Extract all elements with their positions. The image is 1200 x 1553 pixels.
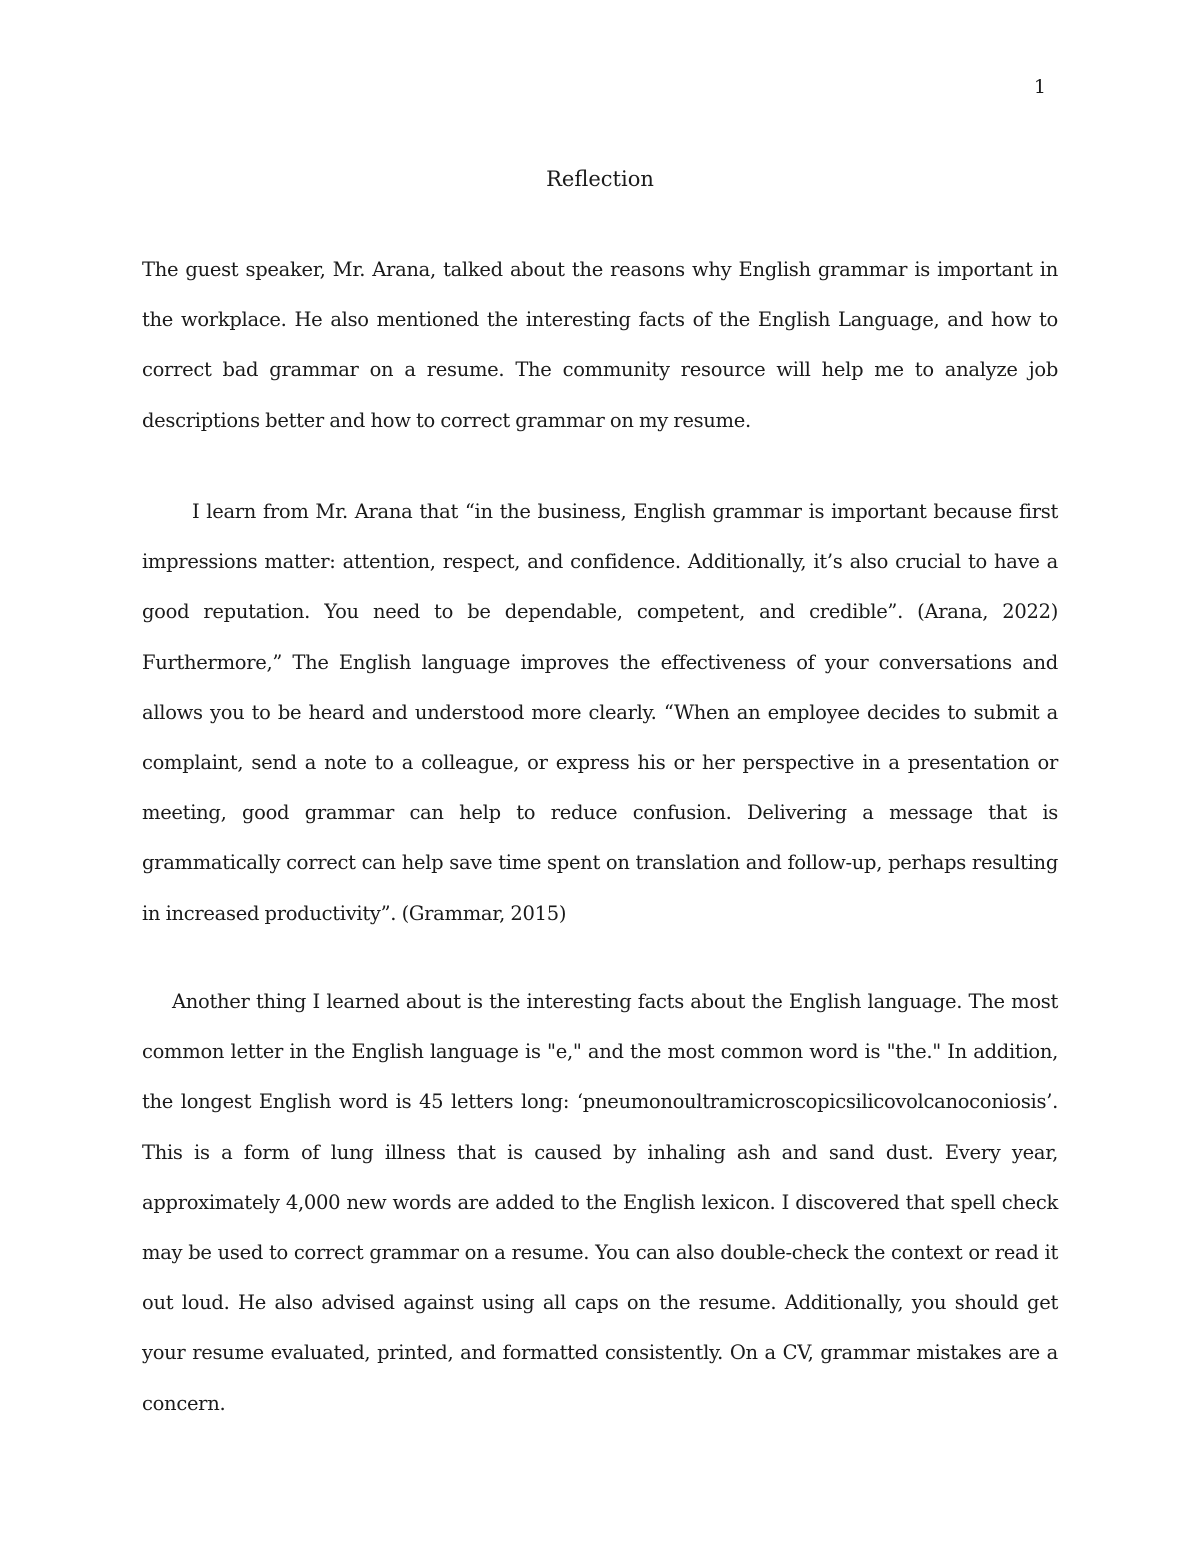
- paragraph-1: The guest speaker, Mr. Arana, talked about the reasons why English grammar is important in the workplace. He also mentioned the interesting facts of the English Language, and how to correct bad grammar on a resume. The community resource will help me to analyze job descriptions better and how to correct grammar on my resume.: [142, 258, 1058, 432]
- page-number: 1: [1033, 76, 1046, 98]
- document-title: Reflection: [546, 167, 654, 191]
- paragraph-2: I learn from Mr. Arana that “in the business, English grammar is important because first impressions matter: attention, respect, and confidence. Additionally, it’s also crucial to have a good reputation. You need to be dependable, competent, and credible”. (Arana, 2022) Furthermore,” The English language improves the effectiveness of your conversations and allows you to be heard and understood more clearly. “When an employee decides to submit a complaint, send a note to a colleague, or express his or her perspective in a presentation or meeting, good grammar can help to reduce confusion. Delivering a message that is grammatically correct can help save time spent on translation and follow-up, perhaps resulting in increased productivity”. (Grammar, 2015): [142, 500, 1058, 925]
- paragraph-3: Another thing I learned about is the interesting facts about the English language. The most common letter in the English language is "e," and the most common word is "the." In addition, the longest English word is 45 letters long: ‘pneumonoultramicroscopicsilicovolcanoconiosis’. This is a form of lung illness that is caused by inhaling ash and sand dust. Every year, approximately 4,000 new words are added to the English lexicon. I discovered that spell check may be used to correct grammar on a resume. You can also double-check the context or read it out loud. He also advised against using all caps on the resume. Additionally, you should get your resume evaluated, printed, and formatted consistently. On a CV, grammar mistakes are a concern.: [142, 990, 1058, 1415]
